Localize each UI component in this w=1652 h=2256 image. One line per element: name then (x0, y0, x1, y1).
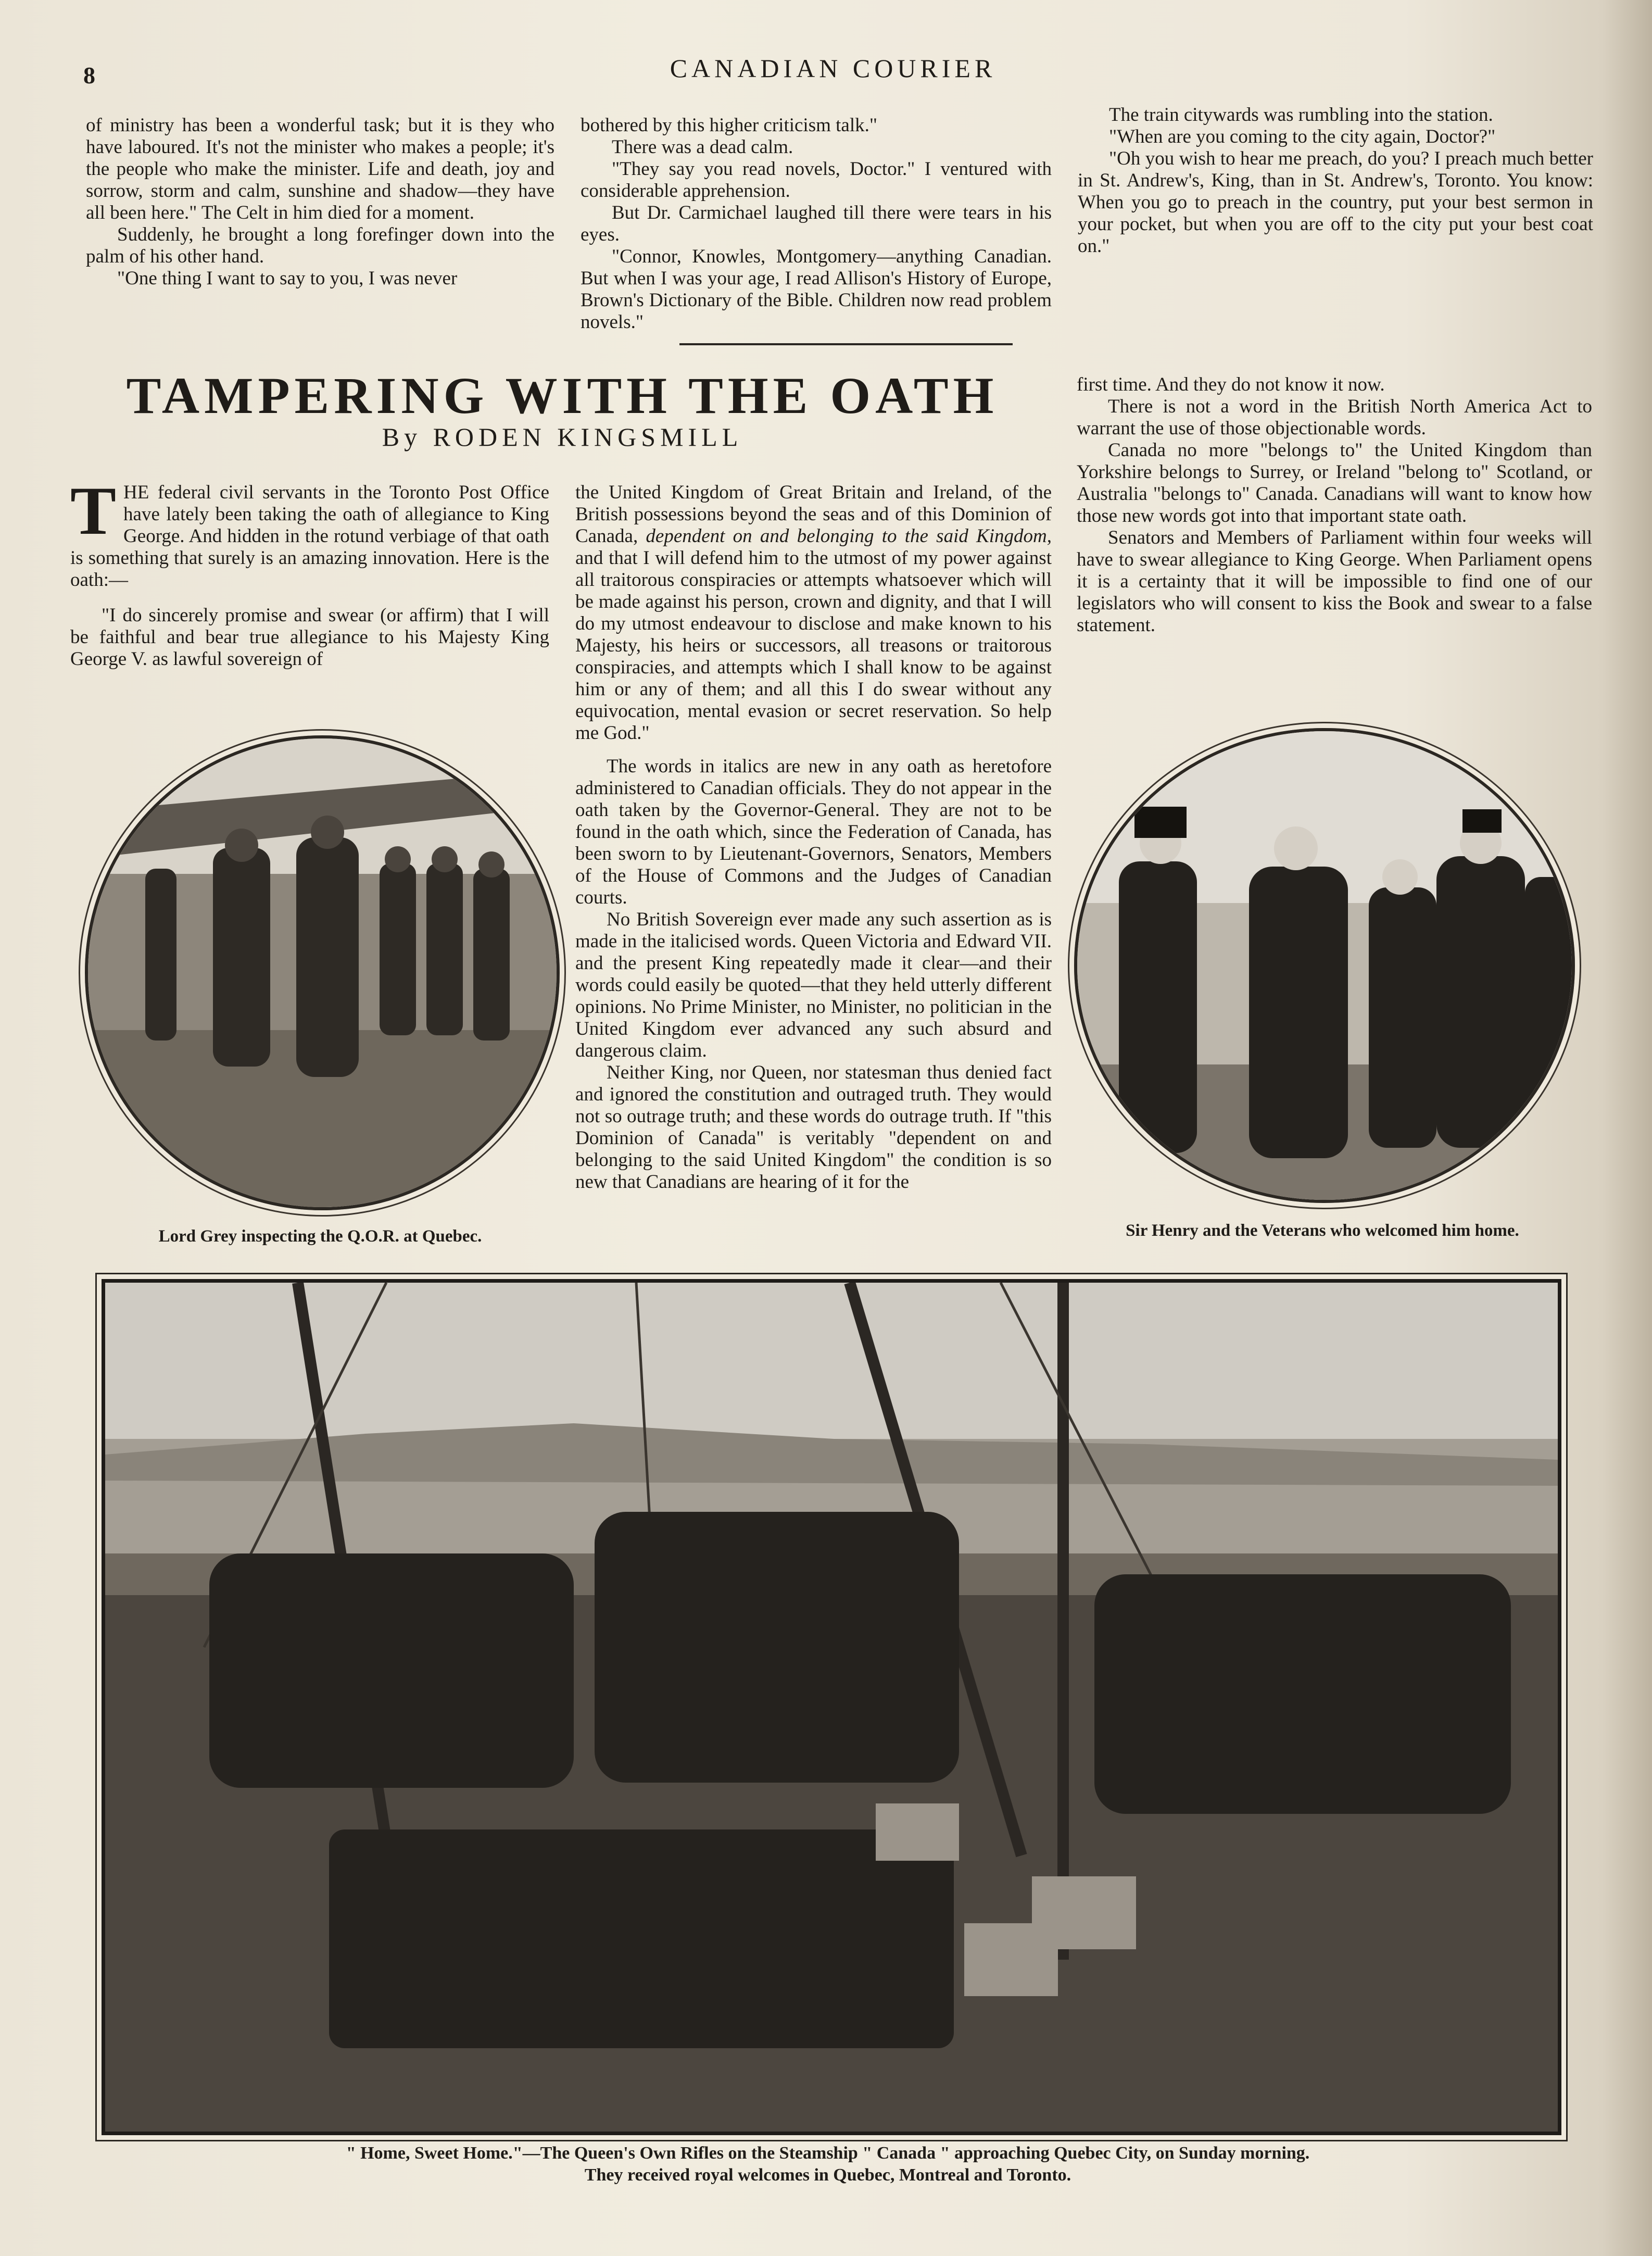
paragraph: There is not a word in the British North America Act to warrant the use of those objectionable words. (1077, 396, 1592, 439)
paragraph: bothered by this higher criticism talk." (581, 115, 877, 136)
paragraph: No British Sovereign ever made any such assertion as is made in the italicised words. Queen Victoria and Edward VII. and the present King repeatedly made it clear—and their words could easily be quoted—that they held utterly different opinions. No Prime Minister, no Minister, no politician in the United Kingdom ever advanced any such absurd and dangerous claim. (575, 909, 1052, 1061)
article-col3 (1077, 374, 1592, 636)
oath-continued (575, 482, 1052, 744)
paragraph: "They say you read novels, Doctor." I ventured with considerable apprehension. (581, 158, 1052, 202)
paragraph: The train citywards was rumbling into the station. (1109, 104, 1493, 126)
photo-steamship-canada (102, 1279, 1561, 2135)
paragraph: "Connor, Knowles, Montgomery—anything Canadian. But when I was your age, I read Allison's History of Europe, Brown's Dictionary of the Bible. Children now read problem novels." (581, 246, 1052, 333)
photo-lord-grey-image (88, 738, 557, 1207)
photo-veterans (1074, 728, 1575, 1203)
prev-article-col2 (581, 115, 1052, 333)
lead-paragraph (70, 472, 549, 591)
publication-title: CANADIAN COURIER (670, 54, 997, 83)
drop-cap: T (70, 472, 117, 549)
paragraph: "One thing I want to say to you, I was never (117, 268, 458, 289)
paragraph: There was a dead calm. (612, 136, 793, 158)
oath-quote: "I do sincerely promise and swear (or affirm) that I will be faithful and bear true allegiance to his Majesty King George V. as lawful sovereign of (70, 605, 549, 670)
oath-text: and that I will defend him to the utmost of my power against all traitorous conspiracies or attempts whatsoever which will be made against his person, crown and dignity, and that I will do my utmost endeavour to disclose and make known to his Majesty, his heirs or successors, all treasons or traitorous conspiracies, and attempts which I shall know to be against him or any of them; and all this I do swear without any equivocation, mental evasion or secret reservation. So help me God." (575, 547, 1052, 744)
paragraph: of ministry has been a wonderful task; but it is they who have laboured. It's not the minister who makes a people; it's the people who make the minister. Life and death, joy and sorrow, storm and calm, sunshine and shadow—they have all been here." The Celt in him died for a moment. (86, 115, 554, 223)
paragraph: But Dr. Carmichael laughed till there were tears in his eyes. (581, 202, 1052, 245)
photo-caption-left: Lord Grey inspecting the Q.O.R. at Quebec. (158, 1227, 482, 1246)
prev-article-col1 (86, 115, 554, 290)
photo-lord-grey (85, 735, 560, 1210)
photo-steamship-image (105, 1283, 1558, 2132)
section-divider (679, 343, 1013, 345)
paragraph: The words in italics are new in any oath as heretofore administered to Canadian officials. They do not appear in the oath taken by the Governor-General. They are not to be found in the oath which, since the Federation of Canada, has been sworn to by Lieutenant-Governors, Senators, Members of the House of Commons and the Judges of Canadian courts. (575, 756, 1052, 908)
prev-article-col3 (1078, 104, 1593, 257)
photo-caption-bottom-line1: " Home, Sweet Home."—The Queen's Own Rifles on the Steamship " Canada " approaching Quebec City, on Sunday morning. (346, 2144, 1310, 2163)
article-col2 (575, 482, 1052, 1193)
paragraph: Neither King, nor Queen, nor statesman thus denied fact and ignored the constitution and outraged truth. They would not so outrage truth; and these words do outrage truth. If "this Dominion of Canada" is veritably "dependent on and belonging to the said United Kingdom" the condition is so new that Canadians are hearing of it for the (575, 1062, 1052, 1193)
paragraph: "When are you coming to the city again, Doctor?" (1109, 126, 1496, 147)
paragraph: Canada no more "belongs to" the United Kingdom than Yorkshire belongs to Surrey, or Ireland "belong to" Scotland, or Australia "belongs to" Canada. Canadians will want to know how those new words got into that important state oath. (1077, 440, 1592, 527)
page-number: 8 (83, 62, 95, 89)
paragraph: Senators and Members of Parliament within four weeks will have to swear allegiance to King George. When Parliament opens it is a certainty that it will be impossible to find one of our legislators who will consent to kiss the Book and swear to a false statement. (1077, 527, 1592, 636)
oath-text: the United Kingdom of Great Britain and Ireland, of the British possessions beyond the seas and of this Dominion of Canada, (575, 482, 1052, 547)
photo-caption-bottom-line2: They received royal welcomes in Quebec, Montreal and Toronto. (584, 2165, 1071, 2185)
lead-text: HE federal civil servants in the Toronto Post Office have lately been taking the oath of allegiance to King George. And hidden in the rotund verbiage of that oath is something that surely is an amazing innovation. Here is the oath:— (70, 482, 549, 591)
paragraph: Suddenly, he brought a long forefinger down into the palm of his other hand. (86, 224, 554, 267)
article-headline: TAMPERING WITH THE OATH (126, 367, 999, 424)
photo-caption-right: Sir Henry and the Veterans who welcomed him home. (1126, 1221, 1519, 1240)
paragraph: first time. And they do not know it now. (1077, 374, 1385, 395)
oath-italic-words: dependent on and belonging to the said Kingdom, (646, 525, 1052, 547)
photo-veterans-image (1077, 731, 1572, 1200)
photo-caption-bottom (104, 2142, 1552, 2186)
article-byline: By RODEN KINGSMILL (382, 422, 743, 452)
paragraph: "Oh you wish to hear me preach, do you? I preach much better in St. Andrew's, King, than in St. Andrew's, Toronto. You know: When you go to preach in the country, put your best sermon in your pocket, but when you are off to the city put your best coat on." (1078, 148, 1593, 257)
article-col1 (70, 472, 549, 670)
